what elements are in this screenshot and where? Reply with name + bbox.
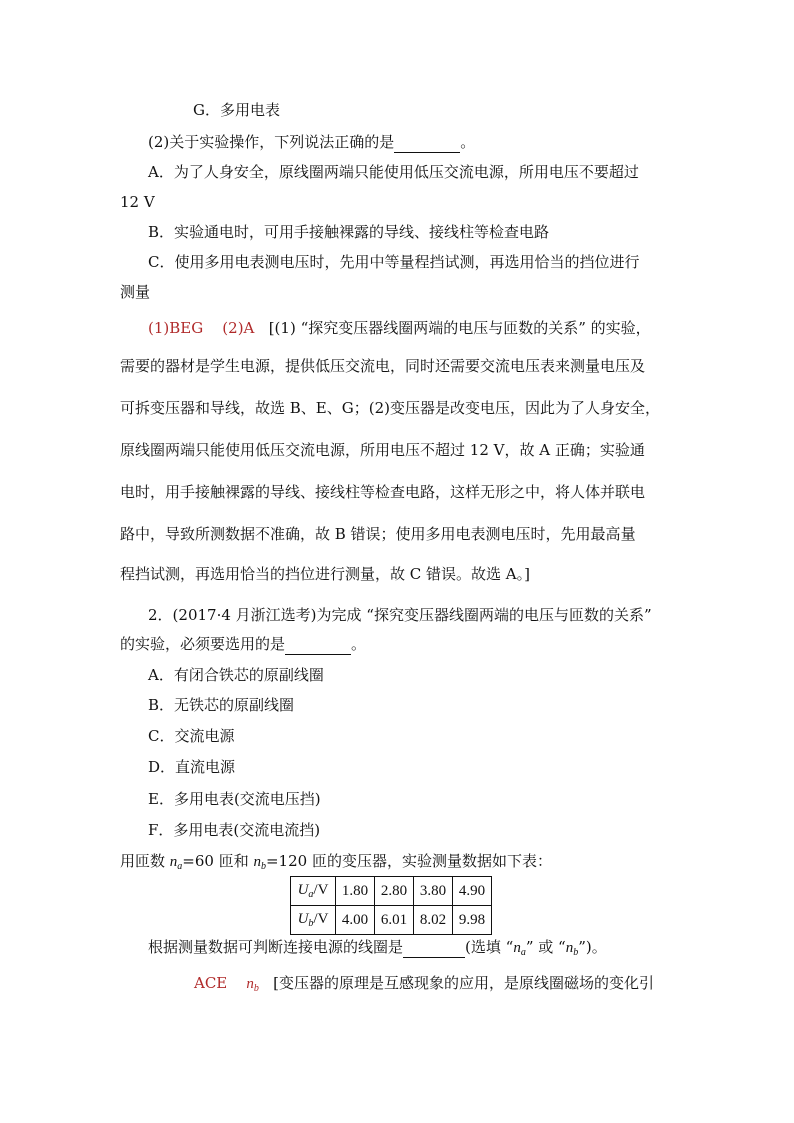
q2-option: B．无铁芯的原副线圈	[148, 696, 295, 714]
table-row	[291, 906, 492, 935]
table-cell: 4.00	[336, 906, 375, 935]
var-n: n	[253, 854, 261, 870]
measurement-table	[290, 876, 492, 935]
table-cell: 2.80	[375, 877, 414, 906]
q2-intro-mid2: =120 匝的变压器，实验测量数据如下表：	[265, 852, 552, 870]
table-header-cell	[291, 906, 336, 935]
q2-judge-pre: 根据测量数据可判断连接电源的线圈是	[148, 938, 404, 956]
unit: /V	[313, 882, 329, 898]
table-cell: 1.80	[336, 877, 375, 906]
var-n: n	[513, 940, 521, 956]
q2-judge-mid: (选填 “	[465, 938, 514, 956]
q1-option-a-line2: 12 V	[120, 193, 155, 211]
var-u: U	[297, 911, 309, 927]
var-sub-b: b	[573, 947, 579, 958]
q1-explanation-text1: [(1) “探究变压器线圈两端的电压与匝数的关系” 的实验，	[268, 319, 651, 337]
table-row	[291, 877, 492, 906]
var-sub-b: b	[308, 918, 314, 929]
q2-intro-mid1: =60 匝和	[182, 852, 254, 870]
q2-judge-end: ”)。	[578, 938, 607, 956]
q1-explanation-line7: 程挡试测，再选用恰当的挡位进行测量，故 C 错误。故选 A。]	[120, 565, 530, 583]
answer-blank	[403, 937, 465, 958]
table-header-cell	[291, 877, 336, 906]
var-u: U	[297, 882, 309, 898]
q1-option-g: G．多用电表	[193, 101, 280, 119]
q1-part2-text: (2)关于实验操作，下列说法正确的是	[148, 133, 395, 151]
q1-answer1: BEG	[169, 319, 204, 337]
var-sub-a: a	[520, 947, 526, 958]
q1-answer-label2: (2)	[222, 319, 244, 337]
q1-part2-stem	[148, 132, 475, 153]
q1-answer2: A	[243, 319, 255, 337]
q1-answer-line1	[148, 318, 651, 338]
table-cell: 6.01	[375, 906, 414, 935]
q1-explanation-line3: 可拆变压器和导线，故选 B、E、G；(2)变压器是改变电压，因此为了人身安全，	[120, 399, 660, 417]
q2-intro	[120, 851, 552, 877]
q2-option: A．有闭合铁芯的原副线圈	[148, 666, 324, 684]
q2-option: D．直流电源	[148, 758, 236, 776]
q2-judge	[148, 937, 607, 963]
q2-judge-or: ” 或 “	[525, 938, 566, 956]
var-sub-a: a	[308, 889, 314, 900]
answer-blank	[285, 634, 351, 655]
q1-explanation-line5: 电时，用手接触裸露的导线、接线柱等检查电路，这样无形之中，将人体并联电	[120, 483, 646, 501]
q1-explanation-line6: 路中，导致所测数据不准确，故 B 错误；使用多用电表测电压时，先用最高量	[120, 525, 636, 543]
q1-answer-label1: (1)	[148, 319, 170, 337]
q2-stem-text: 的实验，必须要选用的是	[120, 635, 286, 653]
q1-part2-end: 。	[460, 133, 476, 151]
q2-intro-pre: 用匝数	[120, 852, 170, 870]
q2-stem-end: 。	[351, 635, 367, 653]
q2-option: F．多用电表(交流电流挡)	[148, 821, 321, 839]
var-n: n	[565, 940, 574, 956]
q2-explanation-text1: [变压器的原理是互感现象的应用，是原线圈磁场的变化引	[273, 974, 655, 992]
var-sub-a: a	[177, 861, 183, 872]
q1-explanation-line4: 原线圈两端只能使用低压交流电源，所用电压不超过 12 V，故 A 正确；实验通	[120, 441, 645, 459]
q1-option-a-line1: A．为了人身安全，原线圈两端只能使用低压交流电源，所用电压不要超过	[148, 163, 639, 181]
q2-answer-line1	[194, 973, 654, 999]
q2-option: C．交流电源	[148, 727, 235, 745]
q2-stem-line1: 2．(2017·4 月浙江选考)为完成 “探究变压器线圈两端的电压与匝数的关系”	[148, 606, 652, 624]
q2-stem-line2	[120, 634, 366, 655]
q2-answer2-n: n	[246, 976, 254, 992]
q1-option-b: B．实验通电时，可用手接触裸露的导线、接线柱等检查电路	[148, 223, 550, 241]
var-sub-b: b	[260, 861, 266, 872]
table-cell: 3.80	[414, 877, 453, 906]
table-cell: 9.98	[453, 906, 492, 935]
q1-explanation-line2: 需要的器材是学生电源，提供低压交流电，同时还需要交流电压表来测量电压及	[120, 357, 646, 375]
unit: /V	[313, 911, 329, 927]
table-cell: 8.02	[414, 906, 453, 935]
q2-answer2-sub: b	[253, 983, 259, 994]
var-n: n	[169, 854, 178, 870]
q2-answer1: ACE	[194, 974, 228, 992]
q2-option: E．多用电表(交流电压挡)	[148, 790, 321, 808]
answer-blank	[394, 132, 460, 153]
q1-option-c-line2: 测量	[120, 283, 151, 301]
q1-option-c-line1: C．使用多用电表测电压时，先用中等量程挡试测，再选用恰当的挡位进行	[148, 253, 640, 271]
table-cell: 4.90	[453, 877, 492, 906]
